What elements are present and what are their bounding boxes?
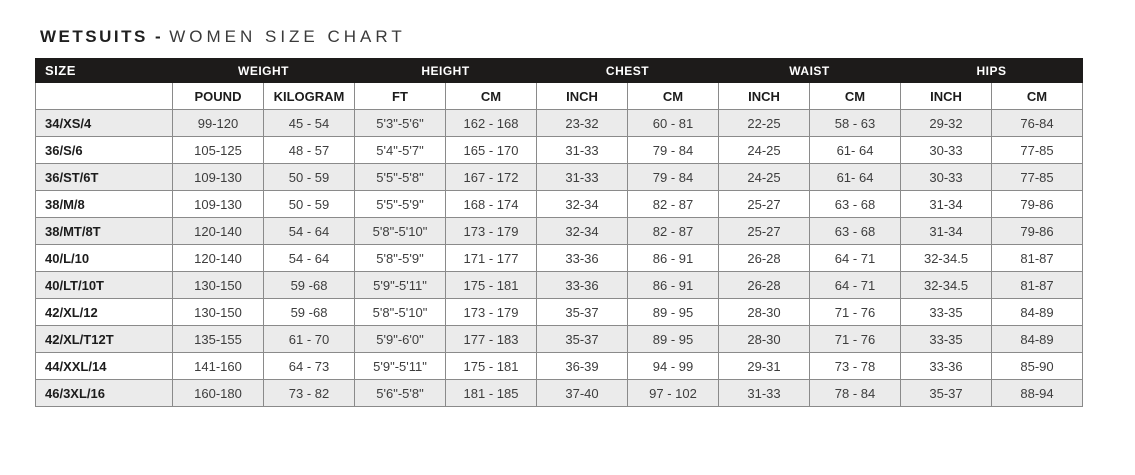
table-row <box>36 191 1083 218</box>
cell-chest-inch: 33-36 <box>537 245 628 272</box>
cell-hips-cm: 81-87 <box>992 272 1083 299</box>
group-header-weight: WEIGHT <box>173 59 355 83</box>
group-header-chest: CHEST <box>537 59 719 83</box>
cell-weight-pound: 135-155 <box>173 326 264 353</box>
unit-header-weight-pound: POUND <box>173 83 264 110</box>
cell-weight-pound: 130-150 <box>173 272 264 299</box>
cell-waist-cm: 61- 64 <box>810 164 901 191</box>
cell-chest-cm: 79 - 84 <box>628 164 719 191</box>
cell-hips-inch: 31-34 <box>901 218 992 245</box>
cell-waist-cm: 71 - 76 <box>810 299 901 326</box>
cell-chest-inch: 31-33 <box>537 164 628 191</box>
cell-weight-pound: 109-130 <box>173 164 264 191</box>
table-row <box>36 245 1083 272</box>
table-row <box>36 137 1083 164</box>
size-label: 38/M/8 <box>36 191 173 218</box>
cell-weight-pound: 120-140 <box>173 218 264 245</box>
cell-waist-cm: 61- 64 <box>810 137 901 164</box>
cell-weight-pound: 141-160 <box>173 353 264 380</box>
cell-height-ft: 5'8"-5'10" <box>355 218 446 245</box>
cell-hips-cm: 79-86 <box>992 191 1083 218</box>
cell-chest-inch: 32-34 <box>537 191 628 218</box>
group-header-height: HEIGHT <box>355 59 537 83</box>
cell-weight-pound: 99-120 <box>173 110 264 137</box>
unit-header-waist-inch: INCH <box>719 83 810 110</box>
table-body <box>36 110 1083 407</box>
table-row <box>36 218 1083 245</box>
cell-hips-inch: 30-33 <box>901 164 992 191</box>
cell-weight-kilogram: 50 - 59 <box>264 191 355 218</box>
cell-waist-cm: 63 - 68 <box>810 191 901 218</box>
table-head <box>36 59 1083 110</box>
cell-weight-kilogram: 54 - 64 <box>264 218 355 245</box>
cell-height-cm: 165 - 170 <box>446 137 537 164</box>
cell-chest-inch: 35-37 <box>537 299 628 326</box>
page-title <box>40 26 1135 48</box>
table-row <box>36 299 1083 326</box>
cell-waist-inch: 24-25 <box>719 164 810 191</box>
cell-height-cm: 167 - 172 <box>446 164 537 191</box>
cell-waist-inch: 29-31 <box>719 353 810 380</box>
cell-chest-cm: 79 - 84 <box>628 137 719 164</box>
cell-weight-pound: 120-140 <box>173 245 264 272</box>
unit-header-chest-inch: INCH <box>537 83 628 110</box>
cell-hips-cm: 77-85 <box>992 137 1083 164</box>
cell-weight-kilogram: 61 - 70 <box>264 326 355 353</box>
cell-hips-inch: 33-36 <box>901 353 992 380</box>
cell-waist-inch: 26-28 <box>719 245 810 272</box>
table-row <box>36 164 1083 191</box>
size-label: 36/ST/6T <box>36 164 173 191</box>
cell-waist-inch: 28-30 <box>719 299 810 326</box>
cell-height-cm: 175 - 181 <box>446 353 537 380</box>
title-descriptor-label: WOMEN SIZE CHART <box>169 27 406 46</box>
cell-height-cm: 177 - 183 <box>446 326 537 353</box>
size-label: 40/L/10 <box>36 245 173 272</box>
cell-waist-cm: 58 - 63 <box>810 110 901 137</box>
unit-header-height-cm: CM <box>446 83 537 110</box>
cell-weight-kilogram: 54 - 64 <box>264 245 355 272</box>
cell-waist-cm: 78 - 84 <box>810 380 901 407</box>
cell-waist-cm: 71 - 76 <box>810 326 901 353</box>
title-product-label: WETSUITS - <box>40 27 164 46</box>
cell-height-ft: 5'6"-5'8" <box>355 380 446 407</box>
group-header-row <box>36 59 1083 83</box>
cell-waist-cm: 64 - 71 <box>810 245 901 272</box>
cell-chest-inch: 33-36 <box>537 272 628 299</box>
cell-weight-pound: 130-150 <box>173 299 264 326</box>
cell-height-cm: 171 - 177 <box>446 245 537 272</box>
size-label: 38/MT/8T <box>36 218 173 245</box>
cell-height-ft: 5'3"-5'6" <box>355 110 446 137</box>
cell-hips-cm: 84-89 <box>992 299 1083 326</box>
cell-weight-kilogram: 59 -68 <box>264 299 355 326</box>
cell-height-cm: 173 - 179 <box>446 218 537 245</box>
group-header-waist: WAIST <box>719 59 901 83</box>
cell-chest-cm: 89 - 95 <box>628 299 719 326</box>
table-row <box>36 326 1083 353</box>
cell-hips-inch: 32-34.5 <box>901 245 992 272</box>
cell-weight-kilogram: 48 - 57 <box>264 137 355 164</box>
cell-waist-inch: 25-27 <box>719 218 810 245</box>
cell-chest-cm: 97 - 102 <box>628 380 719 407</box>
cell-height-ft: 5'9"-5'11" <box>355 353 446 380</box>
cell-hips-inch: 32-34.5 <box>901 272 992 299</box>
group-header-size: SIZE <box>36 59 173 83</box>
cell-chest-cm: 60 - 81 <box>628 110 719 137</box>
cell-weight-pound: 109-130 <box>173 191 264 218</box>
cell-chest-cm: 89 - 95 <box>628 326 719 353</box>
cell-weight-pound: 160-180 <box>173 380 264 407</box>
cell-hips-cm: 81-87 <box>992 245 1083 272</box>
cell-height-cm: 173 - 179 <box>446 299 537 326</box>
cell-hips-inch: 29-32 <box>901 110 992 137</box>
cell-hips-inch: 31-34 <box>901 191 992 218</box>
cell-weight-kilogram: 45 - 54 <box>264 110 355 137</box>
table-row <box>36 272 1083 299</box>
cell-hips-cm: 85-90 <box>992 353 1083 380</box>
cell-waist-cm: 64 - 71 <box>810 272 901 299</box>
cell-height-ft: 5'5"-5'8" <box>355 164 446 191</box>
unit-header-hips-inch: INCH <box>901 83 992 110</box>
cell-waist-inch: 22-25 <box>719 110 810 137</box>
unit-header-chest-cm: CM <box>628 83 719 110</box>
unit-header-hips-cm: CM <box>992 83 1083 110</box>
cell-hips-cm: 84-89 <box>992 326 1083 353</box>
cell-waist-inch: 28-30 <box>719 326 810 353</box>
cell-hips-inch: 35-37 <box>901 380 992 407</box>
cell-height-ft: 5'8"-5'10" <box>355 299 446 326</box>
cell-weight-kilogram: 64 - 73 <box>264 353 355 380</box>
cell-height-ft: 5'5"-5'9" <box>355 191 446 218</box>
unit-header-weight-kilogram: KILOGRAM <box>264 83 355 110</box>
cell-hips-cm: 88-94 <box>992 380 1083 407</box>
table-row <box>36 353 1083 380</box>
cell-chest-inch: 32-34 <box>537 218 628 245</box>
cell-waist-inch: 31-33 <box>719 380 810 407</box>
size-label: 40/LT/10T <box>36 272 173 299</box>
size-label: 42/XL/T12T <box>36 326 173 353</box>
cell-waist-cm: 73 - 78 <box>810 353 901 380</box>
cell-height-cm: 175 - 181 <box>446 272 537 299</box>
size-label: 34/XS/4 <box>36 110 173 137</box>
size-label: 46/3XL/16 <box>36 380 173 407</box>
size-label: 44/XXL/14 <box>36 353 173 380</box>
cell-weight-kilogram: 73 - 82 <box>264 380 355 407</box>
cell-chest-cm: 82 - 87 <box>628 191 719 218</box>
cell-chest-cm: 82 - 87 <box>628 218 719 245</box>
cell-height-cm: 181 - 185 <box>446 380 537 407</box>
cell-weight-kilogram: 50 - 59 <box>264 164 355 191</box>
cell-hips-inch: 33-35 <box>901 299 992 326</box>
group-header-hips: HIPS <box>901 59 1083 83</box>
cell-chest-cm: 86 - 91 <box>628 272 719 299</box>
cell-weight-kilogram: 59 -68 <box>264 272 355 299</box>
cell-height-ft: 5'4"-5'7" <box>355 137 446 164</box>
size-label: 36/S/6 <box>36 137 173 164</box>
cell-chest-inch: 35-37 <box>537 326 628 353</box>
size-chart-table <box>35 58 1083 407</box>
cell-hips-cm: 76-84 <box>992 110 1083 137</box>
cell-chest-cm: 86 - 91 <box>628 245 719 272</box>
size-label: 42/XL/12 <box>36 299 173 326</box>
cell-hips-inch: 33-35 <box>901 326 992 353</box>
cell-chest-inch: 23-32 <box>537 110 628 137</box>
cell-hips-cm: 79-86 <box>992 218 1083 245</box>
unit-header-height-ft: FT <box>355 83 446 110</box>
cell-height-ft: 5'8"-5'9" <box>355 245 446 272</box>
cell-height-ft: 5'9"-5'11" <box>355 272 446 299</box>
cell-waist-inch: 26-28 <box>719 272 810 299</box>
table-row <box>36 110 1083 137</box>
cell-height-cm: 162 - 168 <box>446 110 537 137</box>
cell-height-cm: 168 - 174 <box>446 191 537 218</box>
cell-hips-inch: 30-33 <box>901 137 992 164</box>
cell-waist-inch: 24-25 <box>719 137 810 164</box>
cell-chest-cm: 94 - 99 <box>628 353 719 380</box>
cell-hips-cm: 77-85 <box>992 164 1083 191</box>
unit-header-waist-cm: CM <box>810 83 901 110</box>
cell-chest-inch: 36-39 <box>537 353 628 380</box>
table-row <box>36 380 1083 407</box>
unit-header-row <box>36 83 1083 110</box>
cell-waist-inch: 25-27 <box>719 191 810 218</box>
cell-chest-inch: 31-33 <box>537 137 628 164</box>
unit-header-empty <box>36 83 173 110</box>
cell-waist-cm: 63 - 68 <box>810 218 901 245</box>
cell-chest-inch: 37-40 <box>537 380 628 407</box>
cell-height-ft: 5'9"-6'0" <box>355 326 446 353</box>
cell-weight-pound: 105-125 <box>173 137 264 164</box>
